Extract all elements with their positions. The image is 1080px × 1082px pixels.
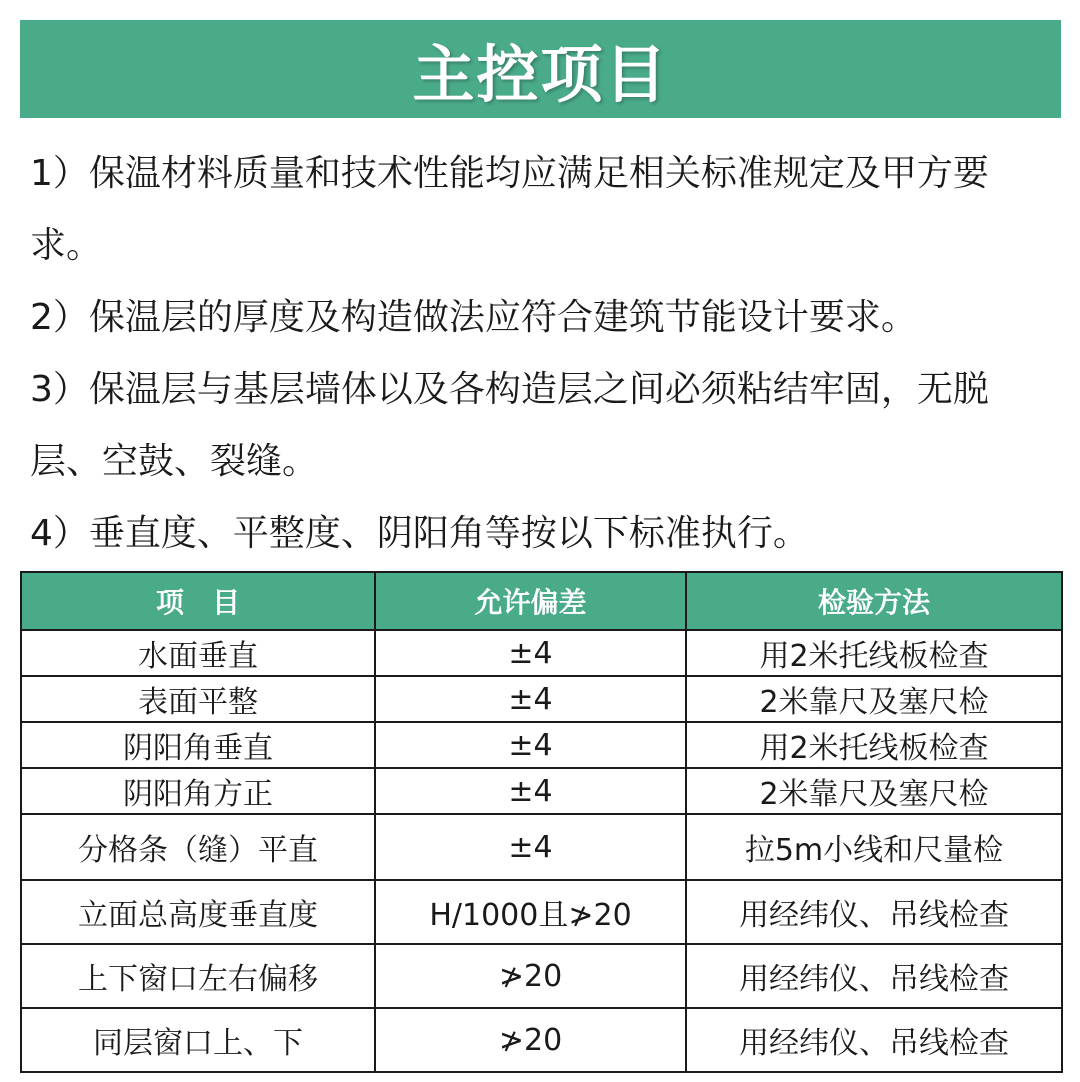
cell-item: 水面垂直 xyxy=(21,630,375,676)
cell-tolerance: ±4 xyxy=(375,768,686,814)
cell-tolerance: ≯20 xyxy=(375,944,686,1008)
cell-item: 表面平整 xyxy=(21,676,375,722)
requirement-item-1: 1）保温材料质量和技术性能均应满足相关标准规定及甲方要求。 xyxy=(30,153,989,266)
table-header-row xyxy=(21,572,1062,630)
requirement-item-4: 4）垂直度、平整度、阴阳角等按以下标准执行。 xyxy=(30,513,809,554)
page-title: 主控项目 xyxy=(412,37,669,111)
cell-method: 拉5m小线和尺量检 xyxy=(686,814,1062,880)
cell-method: 2米靠尺及塞尺检 xyxy=(686,768,1062,814)
table-row xyxy=(21,880,1062,944)
cell-tolerance: ±4 xyxy=(375,630,686,676)
cell-tolerance: ±4 xyxy=(375,814,686,880)
table-row xyxy=(21,722,1062,768)
cell-method: 用2米托线板检查 xyxy=(686,722,1062,768)
cell-tolerance: ±4 xyxy=(375,722,686,768)
table-row xyxy=(21,944,1062,1008)
cell-method: 用2米托线板检查 xyxy=(686,630,1062,676)
table-row xyxy=(21,814,1062,880)
cell-item: 同层窗口上、下 xyxy=(21,1008,375,1072)
cell-item: 阴阳角方正 xyxy=(21,768,375,814)
cell-tolerance: ≯20 xyxy=(375,1008,686,1072)
requirements-list xyxy=(30,138,1060,570)
header-tolerance: 允许偏差 xyxy=(375,572,686,630)
cell-item: 上下窗口左右偏移 xyxy=(21,944,375,1008)
cell-tolerance: H/1000且≯20 xyxy=(375,880,686,944)
header-banner xyxy=(20,20,1061,118)
table-row xyxy=(21,768,1062,814)
cell-method: 用经纬仪、吊线检查 xyxy=(686,1008,1062,1072)
table-row xyxy=(21,630,1062,676)
cell-method: 用经纬仪、吊线检查 xyxy=(686,880,1062,944)
cell-method: 用经纬仪、吊线检查 xyxy=(686,944,1062,1008)
header-item: 项 目 xyxy=(21,572,375,630)
tolerance-table xyxy=(20,571,1063,1073)
cell-method: 2米靠尺及塞尺检 xyxy=(686,676,1062,722)
header-method: 检验方法 xyxy=(686,572,1062,630)
requirement-item-3: 3）保温层与基层墙体以及各构造层之间必须粘结牢固，无脱层、空鼓、裂缝。 xyxy=(30,369,989,482)
requirement-item-2: 2）保温层的厚度及构造做法应符合建筑节能设计要求。 xyxy=(30,297,917,338)
cell-item: 立面总高度垂直度 xyxy=(21,880,375,944)
cell-item: 分格条（缝）平直 xyxy=(21,814,375,880)
table-row xyxy=(21,676,1062,722)
cell-item: 阴阳角垂直 xyxy=(21,722,375,768)
cell-tolerance: ±4 xyxy=(375,676,686,722)
table-row xyxy=(21,1008,1062,1072)
